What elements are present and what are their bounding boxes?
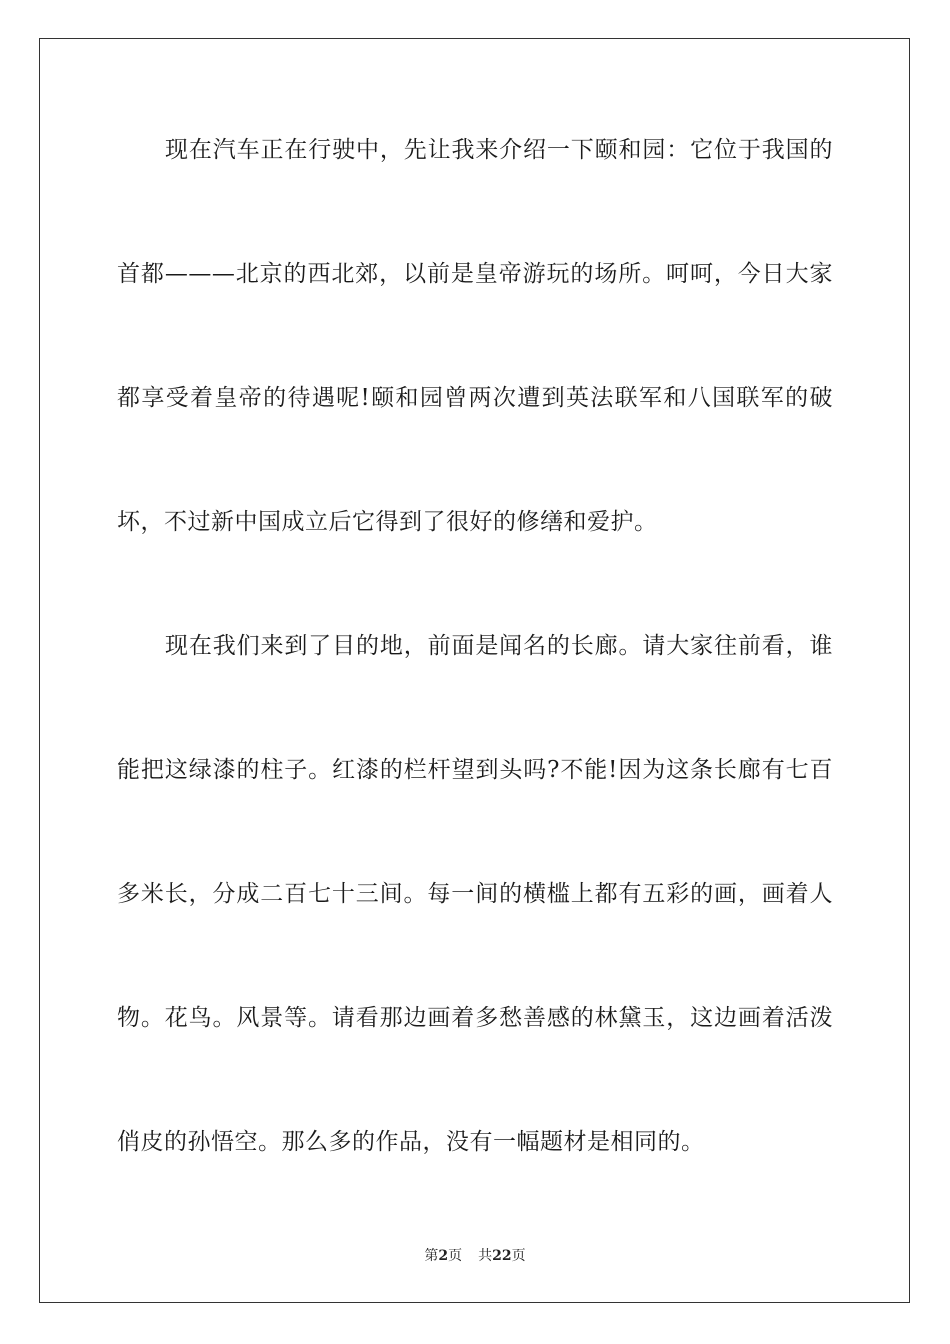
page-footer: [0, 1247, 950, 1265]
paragraph-2-line-4: 物。花鸟。风景等。请看那边画着多愁善感的林黛玉，这边画着活泼: [117, 1005, 833, 1031]
paragraph-1-line-4: 坏，不过新中国成立后它得到了很好的修缮和爱护。: [117, 509, 658, 535]
paragraph-1-line-3: 都享受着皇帝的待遇呢!颐和园曾两次遭到英法联军和八国联军的破: [117, 385, 833, 411]
page-prefix: 第: [424, 1248, 439, 1264]
total-prefix: 共: [478, 1248, 493, 1264]
total-suffix: 页: [511, 1248, 526, 1264]
paragraph-2-line-3: 多米长，分成二百七十三间。每一间的横槛上都有五彩的画，画着人: [117, 881, 833, 907]
page-number: 2: [438, 1248, 449, 1264]
paragraph-1-line-1: 现在汽车正在行驶中，先让我来介绍一下颐和园：它位于我国的: [165, 137, 833, 163]
page-suffix: 页: [448, 1248, 463, 1264]
page-border: [39, 38, 910, 1303]
paragraph-2-line-5: 俏皮的孙悟空。那么多的作品，没有一幅题材是相同的。: [117, 1129, 705, 1155]
paragraph-2-line-1: 现在我们来到了目的地，前面是闻名的长廊。请大家往前看，谁: [165, 633, 833, 659]
total-pages: 22: [492, 1248, 512, 1264]
paragraph-2-line-2: 能把这绿漆的柱子。红漆的栏杆望到头吗?不能!因为这条长廊有七百: [117, 757, 833, 783]
paragraph-1-line-2: 首都———北京的西北郊，以前是皇帝游玩的场所。呵呵，今日大家: [117, 261, 833, 287]
